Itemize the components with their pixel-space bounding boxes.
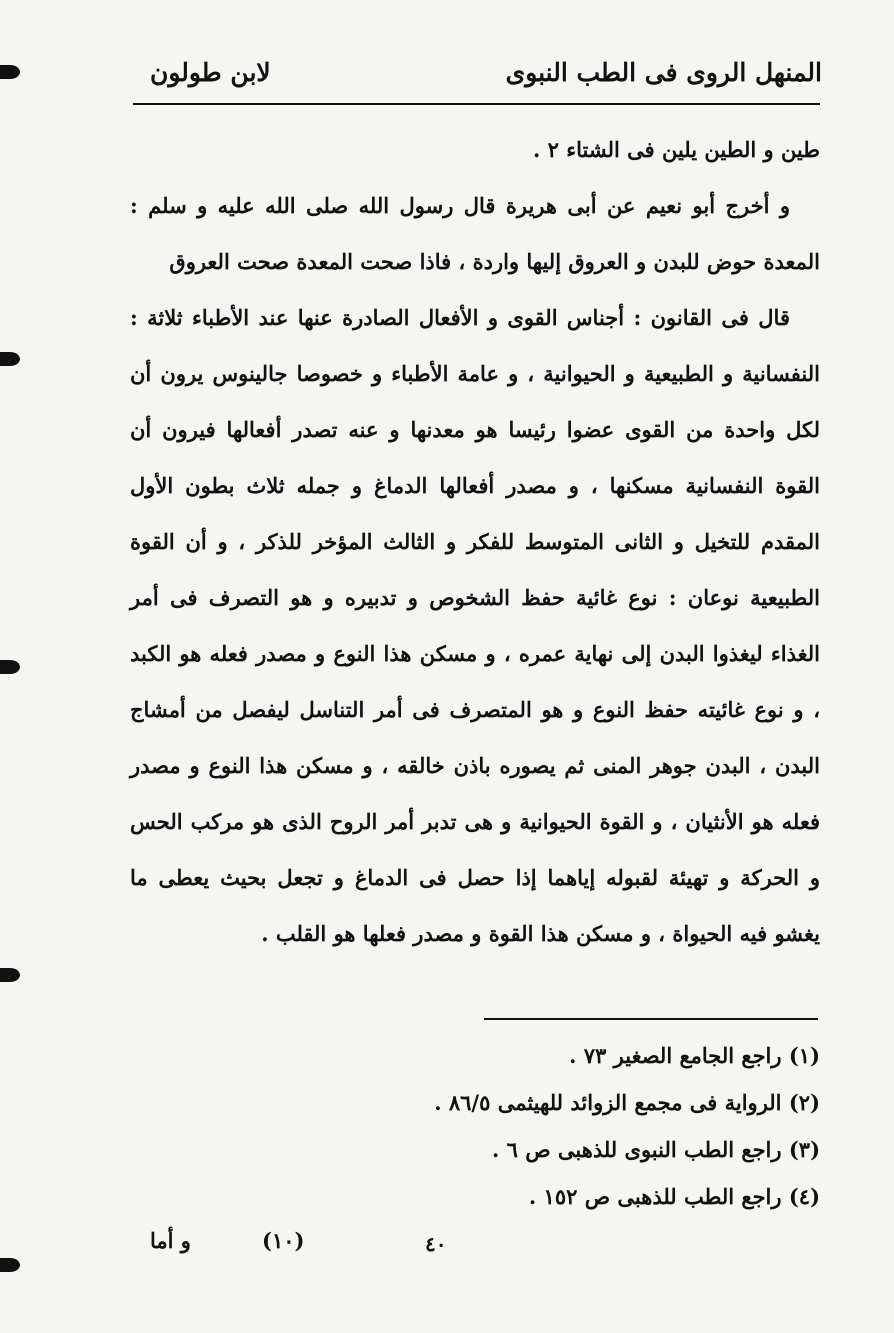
footnote: (٣) راجع الطب النبوى للذهبى ص ٦ . (491, 1137, 820, 1162)
paragraph: قال فى القانون : أجناس القوى و الأفعال الصادرة عنها عند الأطباء ثلاثة : النفسانية و الطبيعية و الحيوانية ، و عامة الأطباء و خصوصا جالينوس يرون أن لكل واحدة من القوى عضوا رئيسا هو معدنها و عنه تصدر أفعالها فيرون أن القوة النفسانية مسكنها ، و مصدر أفعالها الدماغ و جمله ثلاث بطون الأول المقدم للتخيل و الثانى المتوسط للفكر و الثالث المؤخر للذكر ، و أن القوة الطبيعية نوعان : نوع غائية حفظ الشخوص و تدبيره و هو التصرف فى أمر الغذاء ليغذوا البدن إلى نهاية عمره ، و مسكن هذا النوع و مصدر فعله هو الكبد ، و نوع غائيته حفظ النوع و هو المتصرف فى أمر التناسل ليفصل من أمشاج البدن ، البدن جوهر المنى ثم يصوره باذن خالقه ، و مسكن هذا النوع و مصدر فعله هو الأنثيان ، و القوة الحيوانية و هى تدبر أمر الروح الذى هو مركب الحس و الحركة و تهيئة لقبوله إياهما إذا حصل فى الدماغ و تجعل بحيث يعطى ما يغشو فيه الحيواة ، و مسكن هذا القوة و مصدر فعلها هو القلب . (130, 305, 820, 946)
scan-edge-mark (0, 1258, 20, 1272)
footnote: (٢) الرواية فى مجمع الزوائد للهيثمى ٨٦/٥ . (434, 1090, 820, 1115)
paragraph: و أخرج أبو نعيم عن أبى هريرة قال رسول الله صلى الله عليه و سلم : المعدة حوض للبدن و العروق إليها واردة ، فاذا صحت المعدة صحت العروق (130, 193, 820, 274)
footnote: (٤) راجع الطب للذهبى ص ١٥٢ . (528, 1184, 820, 1209)
running-title: المنهل الروى فى الطب النبوى (505, 58, 822, 87)
paragraph: طين و الطين يلين فى الشتاء ٢ . (533, 137, 820, 162)
scan-edge-mark (0, 352, 20, 366)
footnote: (١) راجع الجامع الصغير ٧٣ . (569, 1043, 820, 1068)
scan-edge-mark (0, 65, 20, 79)
running-author: لابن طولون (150, 58, 271, 87)
scan-edge-mark (0, 660, 20, 674)
scan-edge-mark (0, 968, 20, 982)
page-number: (١٠) (262, 1228, 305, 1253)
body-text (130, 122, 820, 962)
catchword: و أما (150, 1228, 191, 1253)
footnote-divider (484, 1018, 818, 1020)
header-divider (133, 103, 820, 105)
footnotes (400, 1032, 820, 1220)
signature-mark: ٤٠ (425, 1232, 447, 1256)
